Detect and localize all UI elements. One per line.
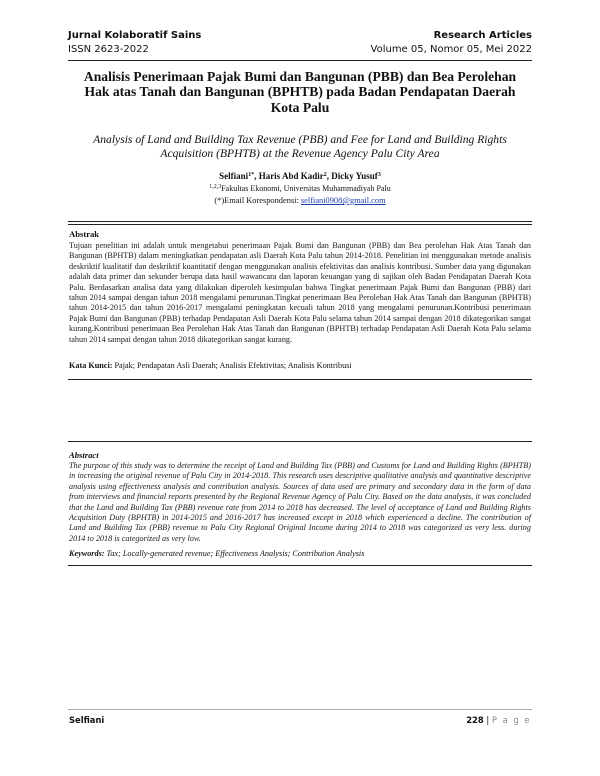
volume-info: Volume 05, Nomor 05, Mei 2022 [370,44,532,55]
abstrak-heading: Abstrak [69,229,100,239]
abstrak-top-rule-2 [68,224,532,225]
footer-divider [68,709,532,710]
author-1: Selfiani [219,171,249,181]
journal-name: Jurnal Kolaboratif Sains [68,30,202,41]
abstract-text: The purpose of this study was to determine the receipt of Land and Building Tax (PBB) and Customs for Land and Building Rights (BPHTB) in increasing the original revenue of Palu City in 2014-2018. This research uses descriptive qualitative analysis and quantitative descriptive analysis using effectiveness analysis and contribution analysis. Sources of data used are primary and secondary data in the form of data from interviews and financial reports presented by the Regional Revenue Agency of Palu City. Based on the data analysis, it was concluded that the Land and Building Tax (PBB) revenue rate from 2014 to 2018 has decreased. The level of acceptance of Land and Building Rights Acquisition Duty (BPHTB) in 2014-2015 and 2016-2017 has increased except in 2018 which experienced a decline. The contribution of Land and Building Tax (PBB) revenue to Palu City Regional Original Income during 2014 to 2018 was categorized as very less. during 2014 to 2018 is categorized as very low. [69,461,531,543]
page-number: 228 [466,715,484,725]
header-divider [68,60,532,61]
author-2-mark: 2 [323,172,327,178]
author-1-mark: 1* [248,172,255,178]
issn: ISSN 2623-2022 [68,44,149,55]
abstrak-bottom-rule [68,379,532,380]
email-link[interactable]: selfiani0908@gmail.com [300,196,386,205]
article-category: Research Articles [433,30,532,41]
author-list [68,171,532,181]
kata-kunci-label: Kata Kunci: [69,361,113,370]
abstract-top-rule [68,441,532,442]
abstract-heading: Abstract [69,450,99,460]
keywords-label: Keywords: [69,549,105,558]
keywords-text: Tax; Locally-generated revenue; Effectiveness Analysis; Contribution Analysis [104,549,365,558]
abstrak-top-rule [68,221,532,222]
correspondence [68,196,532,205]
page-label: P a g e [491,715,531,725]
kata-kunci-text: Pajak; Pendapatan Asli Daerah; Analisis Efektivitas; Analisis Kontribusi [112,361,352,370]
affiliation [68,184,532,193]
author-3-mark: 3 [377,172,381,178]
footer-author: Selfiani [69,715,105,725]
kata-kunci [69,361,531,370]
abstrak-text: Tujuan penelitian ini adalah untuk mengetahui penerimaan Pajak Bumi dan Bangunan (PBB) dan Bea perolehan Hak Atas Tanah dan Bangunan (BPHTB) dalam meningkatkan pendapatan asli Daerah Kota Palu tahun 2014-2018. Penelitian ini menggunakan metode analisis deskriktif kualitatif dan deskriktif kuantitatif dengan menggunakan analisis efektivitas dan analisis kontribusi. Sumber data yang digunakan adalah data primer dan sekunder berupa data hasil wawancara dan laporan keuangan yang di sajikan oleh Badan Pendapatan Daerah Kota Palu. Berdasarkan analisa data yang dilakukan diperoleh kesimpulan bahwa Tingkat penerimaan Pajak Bumi dan Bangunan (PBB) dari tahun 2014 sampai dengan tahun 2018 mengalami penurunan.Tingkat penerimaan Bea Perolehan Hak Atas Tanah dan Bangunan (BPHTB) tahun 2014-2015 dan tahun 2016-2017 mengalami peningkatan kecuali tahun 2018 yang mengalami penurunan.Kontribusi penerimaan Pajak Bumi dan Bangunan (PBB) terhadap Pendapatan Asli Daerah Kota Palu selama tahun 2014 sampai dengan 2018 dikategorikan sangat kurang.Kontribusi penerimaan Bea Perolehan Hak Atas Tanah dan Bangunan (BPHTB) terhadap Pendapatan Asli Daerah Kota Palu selama tahun 2014 sampai dengan tahun 2018 dikategorikan sangat kurang. [69,241,531,344]
affiliation-text: Fakultas Ekonomi, Universitas Muhammadiyah Palu [221,184,391,193]
paper-subtitle: Analysis of Land and Building Tax Revenue (PBB) and Fee for Land and Building Rights Acquisition (BPHTB) at the Revenue Agency Palu City Area [93,133,507,160]
correspondence-label: (*)Email Korespondensi: [214,196,301,205]
affiliation-mark: 1,2,3 [209,184,222,190]
keywords [69,549,531,558]
paper-title: Analisis Penerimaan Pajak Bumi dan Bangunan (PBB) dan Bea Perolehan Hak atas Tanah dan Bangunan (BPHTB) pada Badan Pendapatan Daerah Kota Palu [83,69,517,115]
abstract-bottom-rule [68,565,532,566]
author-3: , Dicky Yusuf [326,171,378,181]
footer-page [466,715,531,725]
author-2: , Haris Abd Kadir [254,171,324,181]
page-separator: | [483,715,492,725]
